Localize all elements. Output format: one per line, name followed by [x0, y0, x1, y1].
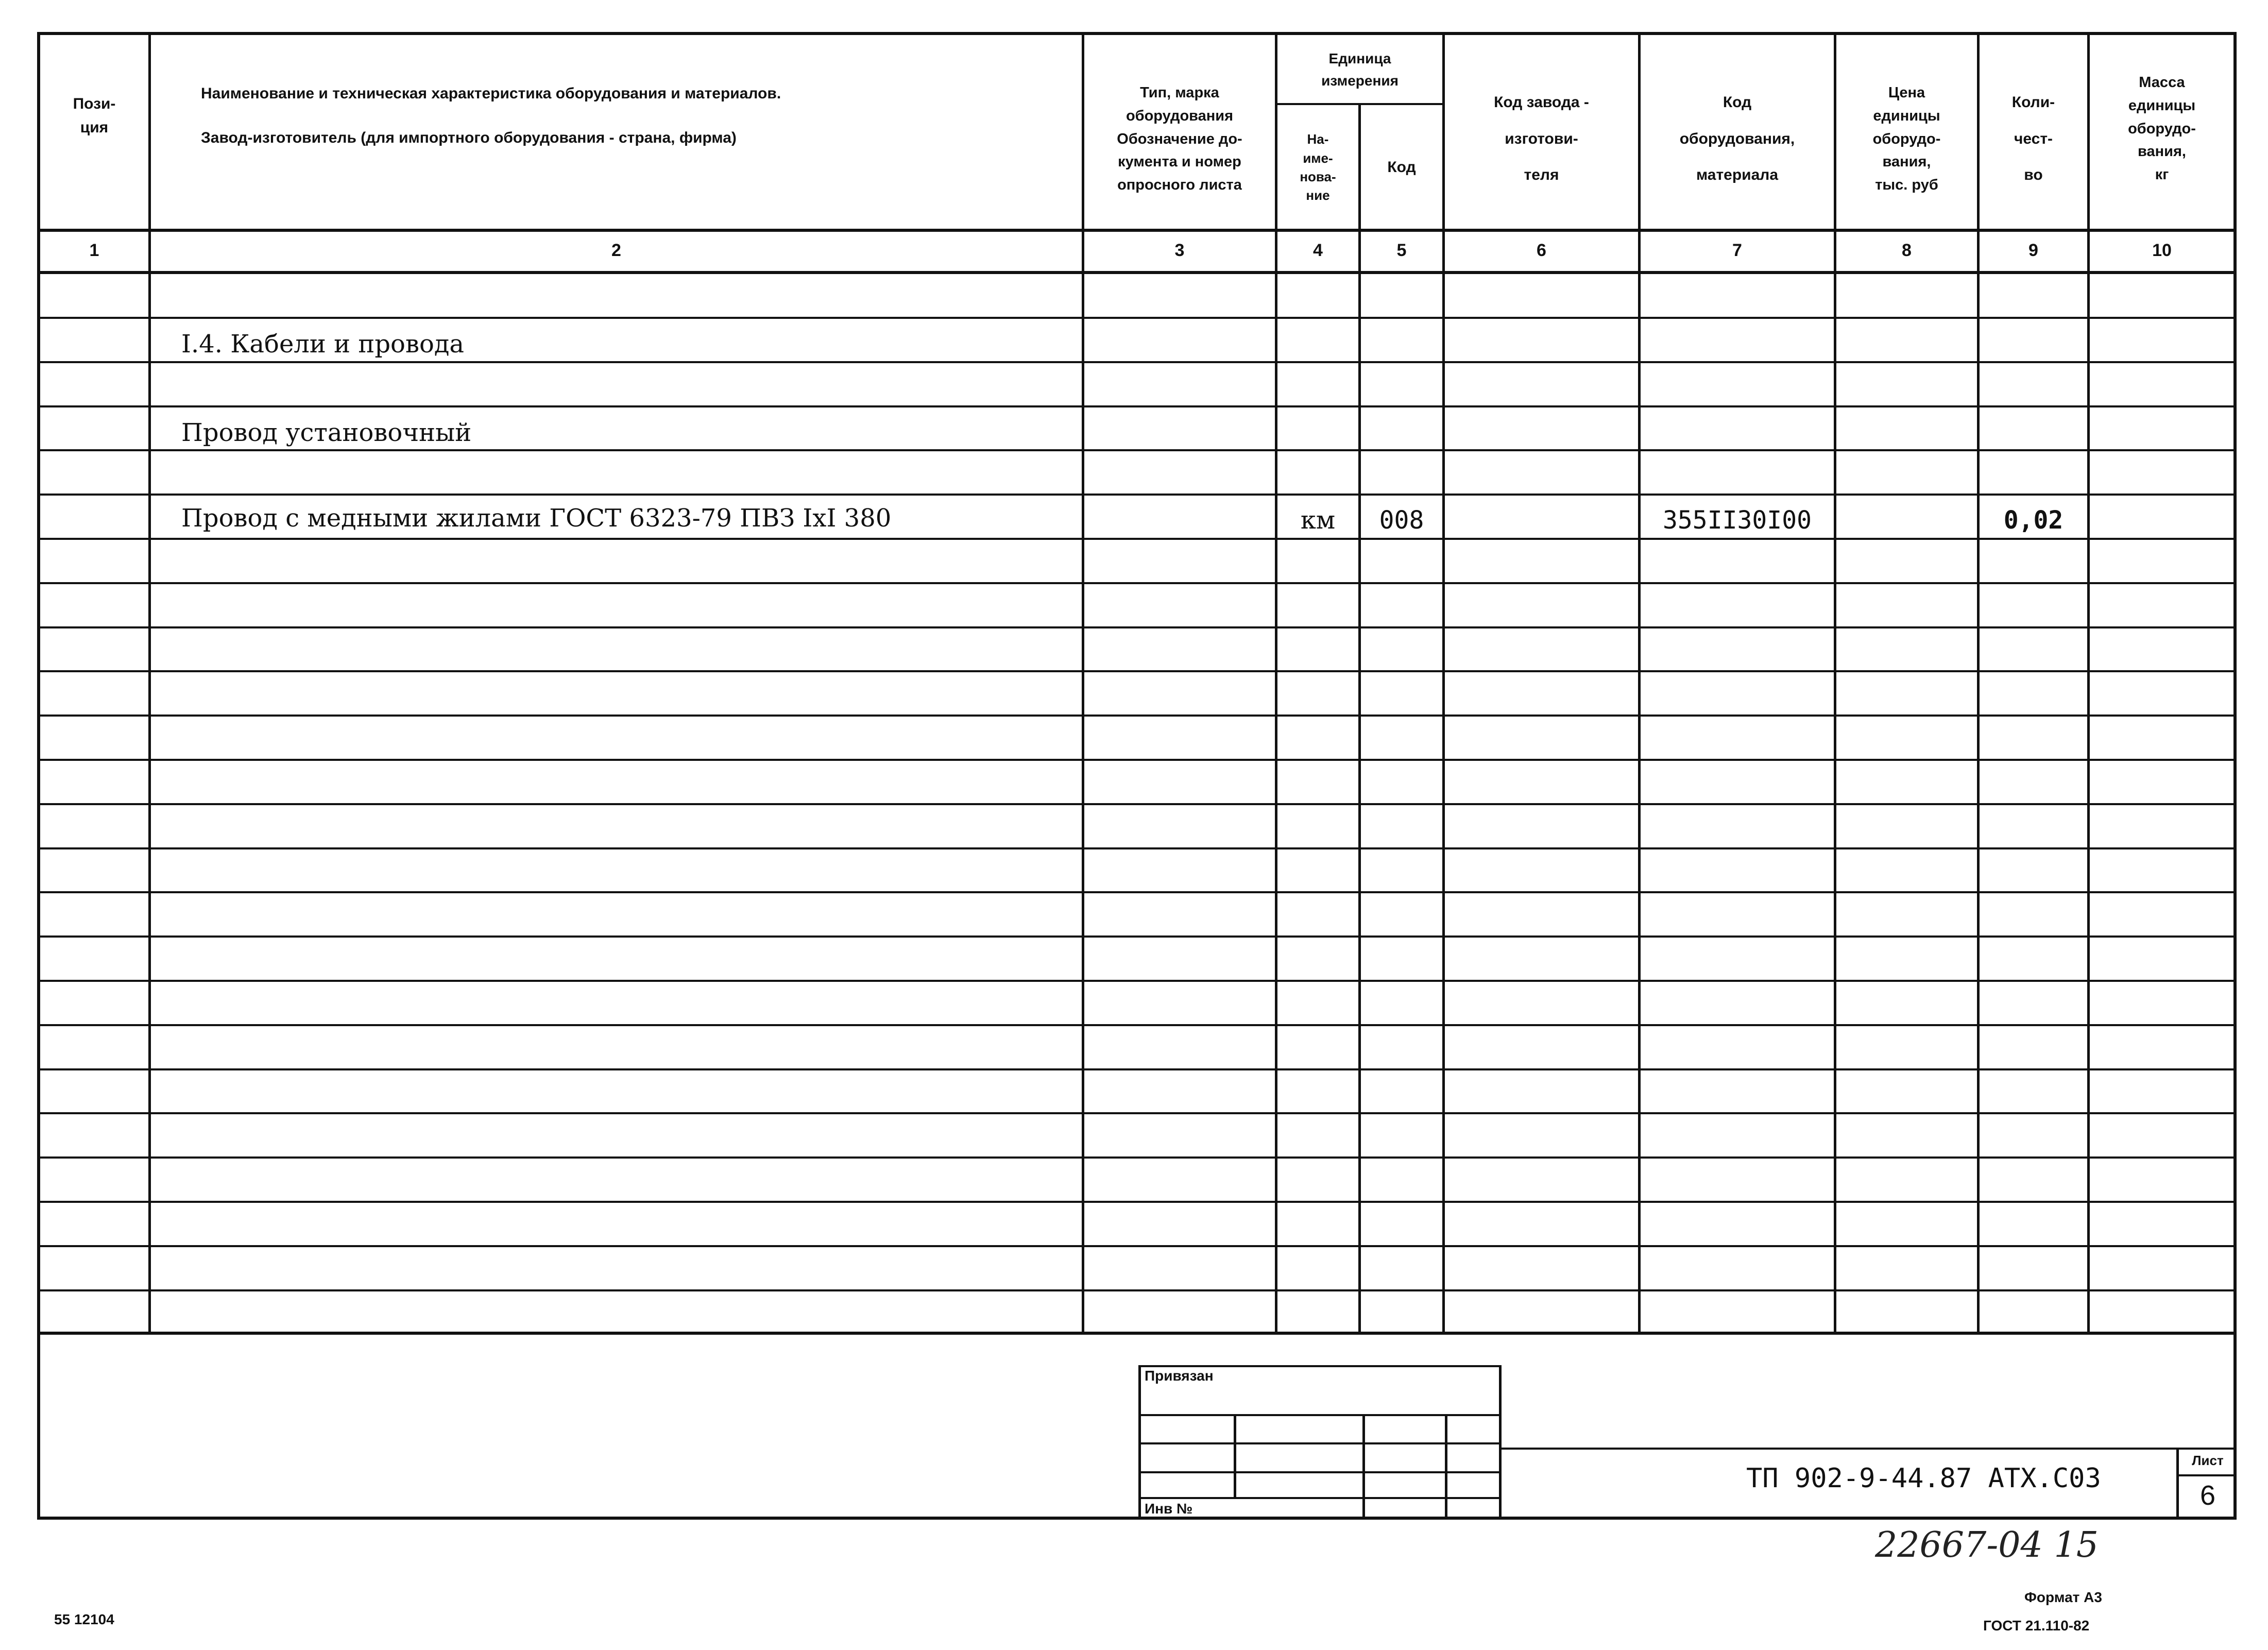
handwritten-inventory-note: 22667-04 15: [1875, 1525, 2099, 1566]
table-row-line: [37, 405, 2237, 407]
table-row-line: [37, 1201, 2237, 1203]
table-row-line: [37, 1112, 2237, 1114]
table-row-line: [37, 715, 2237, 717]
item-quantity: 0,02: [2003, 506, 2064, 535]
header-unit-code: Код: [1387, 158, 1416, 176]
footer-left-code: 55 12104: [54, 1611, 114, 1627]
table-row-line: [37, 494, 2237, 496]
column-number: 4: [1313, 240, 1323, 260]
column-number: 2: [611, 240, 621, 260]
subsection-title: Провод установочный: [181, 418, 472, 447]
section-title: I.4. Кабели и провода: [181, 330, 465, 359]
header-material-code: Код оборудования, материала: [1679, 94, 1795, 184]
inventory-number-label: Инв №: [1145, 1501, 1193, 1517]
column-number: 7: [1732, 240, 1742, 260]
header-price: Цена единицы оборудо- вания, тыс. руб: [1872, 84, 1941, 194]
header-name: Наименование и техническая характеристика оборудования и материалов. Завод-изготовитель (для импортного оборудования - страна, фирма): [201, 84, 781, 146]
table-row-line: [37, 361, 2237, 363]
column-number: 5: [1396, 240, 1407, 260]
sheet-number: 6: [2199, 1480, 2216, 1511]
table-row-line: [37, 759, 2237, 761]
table-row-line: [37, 1024, 2237, 1026]
item-name: Провод с медными жилами ГОСТ 6323-79 ПВЗ IxI 380: [181, 504, 892, 533]
header-position: Пози- ция: [73, 95, 116, 136]
header-unit-name: На- имe- нова- ние: [1300, 131, 1336, 203]
item-unit: км: [1300, 506, 1336, 535]
table-row-line: [37, 1068, 2237, 1070]
column-number: 9: [2028, 240, 2038, 260]
column-number: 3: [1174, 240, 1185, 260]
table-row-line: [37, 935, 2237, 938]
column-divider: [1358, 103, 1361, 1332]
header-type: Тип, марка оборудования Обозначение до- кумента и номер опросного листа: [1117, 84, 1242, 194]
header-quantity: Коли- чест- во: [2011, 94, 2055, 184]
table-row-line: [37, 1156, 2237, 1159]
item-material-code: 355II30I00: [1663, 506, 1812, 535]
unit-group-divider: [1275, 103, 1442, 105]
column-number: 1: [89, 240, 99, 260]
table-bottom-line: [37, 1332, 2237, 1335]
column-number: 10: [2152, 240, 2172, 260]
table-row-line: [37, 538, 2237, 540]
table-row-line: [37, 847, 2237, 849]
table-row-line: [37, 317, 2237, 319]
table-row-line: [37, 582, 2237, 584]
format-label: Формат А3: [2024, 1589, 2102, 1605]
table-row-line: [37, 670, 2237, 672]
format-standard: ГОСТ 21.110-82: [1983, 1618, 2090, 1634]
table-row-line: [37, 803, 2237, 805]
table-row-line: [37, 980, 2237, 982]
table-row-line: [37, 891, 2237, 893]
table-row-line: [37, 626, 2237, 628]
document-code: ТП 902-9-44.87 АТХ.С03: [1746, 1463, 2101, 1494]
header-unit-group: Единица измерения: [1321, 50, 1399, 89]
column-number: 6: [1537, 240, 1546, 260]
header-mass: Масса единицы оборудо- вания, кг: [2128, 74, 2196, 183]
column-numbers-bottom-line: [37, 271, 2237, 274]
sheet-label: Лист: [2192, 1453, 2224, 1468]
table-row-line: [37, 1245, 2237, 1247]
header-manufacturer-code: Код завода - изготови- теля: [1494, 94, 1589, 184]
column-number: 8: [1902, 240, 1912, 260]
table-row-line: [37, 1289, 2237, 1291]
item-unit-code: 008: [1379, 506, 1424, 535]
table-row-line: [37, 449, 2237, 451]
attached-label: Привязан: [1145, 1368, 1214, 1384]
